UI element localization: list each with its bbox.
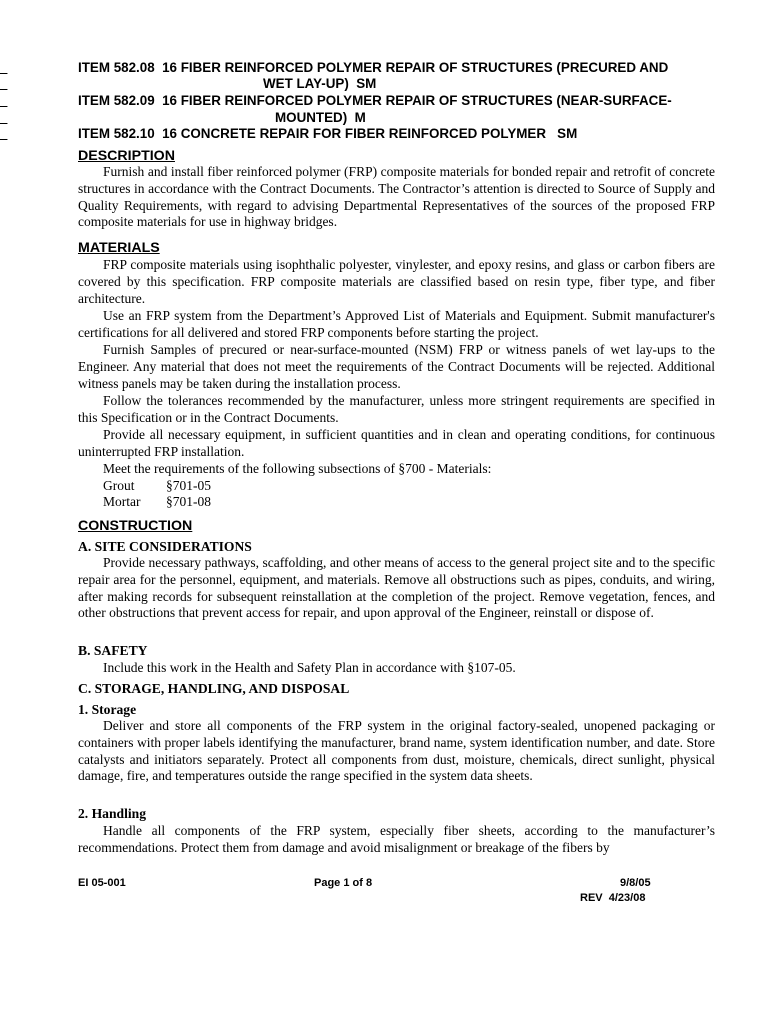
item-582-09-line2: MOUNTED) M (275, 110, 366, 125)
site-considerations-text: Provide necessary pathways, scaffolding, and other means of access to the general project site and to the specific repair area for the personnel, equipment, and materials. Remove all obstructions such as pipes, conduits, and wiring, after making records for subsequent reinstallation at the completion of the project. Remove vegetation, fences, and other obstructions that prevent access for repair, and upon approval of the Engineer, reinstall or dispose of. (78, 555, 715, 621)
construction-heading: CONSTRUCTION (78, 518, 193, 534)
mortar-label: Mortar (103, 494, 141, 509)
site-considerations-heading: A. SITE CONSIDERATIONS (78, 539, 252, 554)
item-582-10-line1: ITEM 582.10 16 CONCRETE REPAIR FOR FIBER REINFORCED POLYMER SM (78, 126, 578, 141)
materials-paragraph-4: Follow the tolerances recommended by the manufacturer, unless more stringent requirements are specified in this Specification or in the Contract Documents. (78, 393, 715, 425)
footer-page-number: Page 1 of 8 (314, 877, 373, 889)
safety-text: Include this work in the Health and Safety Plan in accordance with §107-05. (103, 660, 516, 675)
materials-paragraph-1: FRP composite materials using isophthalic polyester, vinylester, and epoxy resins, and glass or carbon fibers are covered by this specification. FRP composite materials are classified based on resin type, fiber type, and fiber architecture. (78, 257, 715, 306)
grout-label: Grout (103, 478, 135, 493)
storage-handling-disposal-heading: C. STORAGE, HANDLING, AND DISPOSAL (78, 681, 350, 696)
safety-heading: B. SAFETY (78, 643, 148, 658)
storage-text: Deliver and store all components of the FRP system in the original factory-sealed, unopened packaging or containers with proper labels identifying the manufacturer, brand name, system identification number, and date. Store catalysts and initiators separately. Protect all components from dust, moisture, chemicals, direct sunlight, physical damage, fire, and temperatures outside the range specified in the system data sheets. (78, 718, 715, 784)
materials-heading: MATERIALS (78, 240, 160, 256)
materials-paragraph-5: Provide all necessary equipment, in sufficient quantities and in clean and operating conditions, for continuous uninterrupted FRP installation. (78, 427, 715, 459)
materials-paragraph-3: Furnish Samples of precured or near-surface-mounted (NSM) FRP or witness panels of wet lay-ups to the Engineer. Any material that does not meet the requirements of the Contract Documents will be rejected. Additional witness panels may be taken during the installation process. (78, 342, 715, 391)
footer-revision: REV 4/23/08 (580, 892, 646, 904)
mortar-reference: §701-08 (166, 494, 211, 509)
item-582-08-line1: ITEM 582.08 16 FIBER REINFORCED POLYMER REPAIR OF STRUCTURES (PRECURED AND (78, 60, 669, 75)
item-582-08-line2: WET LAY-UP) SM (263, 76, 377, 91)
footer-doc-id: EI 05-001 (78, 877, 126, 889)
storage-heading: 1. Storage (78, 702, 137, 717)
materials-paragraph-2: Use an FRP system from the Department’s Approved List of Materials and Equipment. Submit manufacturer's certifications for all delivered and stored FRP components before starting the project. (78, 308, 715, 340)
handling-text: Handle all components of the FRP system, especially fiber sheets, according to the manufacturer’s recommendations. Protect them from damage and avoid misalignment or breakage of the fibers by (78, 823, 715, 855)
handling-heading: 2. Handling (78, 806, 146, 821)
description-text: Furnish and install fiber reinforced polymer (FRP) composite materials for bonded repair and retrofit of concrete structures in accordance with the Contract Documents. The Contractor’s attention is directed to Source of Supply and Quality Requirements, with regard to advising Departmental Representatives of the sources of the proposed FRP composite materials for use in highway bridges. (78, 164, 715, 230)
footer-date: 9/8/05 (620, 877, 651, 889)
materials-meet-text: Meet the requirements of the following subsections of §700 - Materials: (103, 461, 492, 476)
grout-reference: §701-05 (166, 478, 211, 493)
description-heading: DESCRIPTION (78, 148, 175, 164)
item-582-10-heading (0, 110, 768, 142)
item-582-09-line1: ITEM 582.09 16 FIBER REINFORCED POLYMER REPAIR OF STRUCTURES (NEAR-SURFACE- (78, 93, 672, 108)
